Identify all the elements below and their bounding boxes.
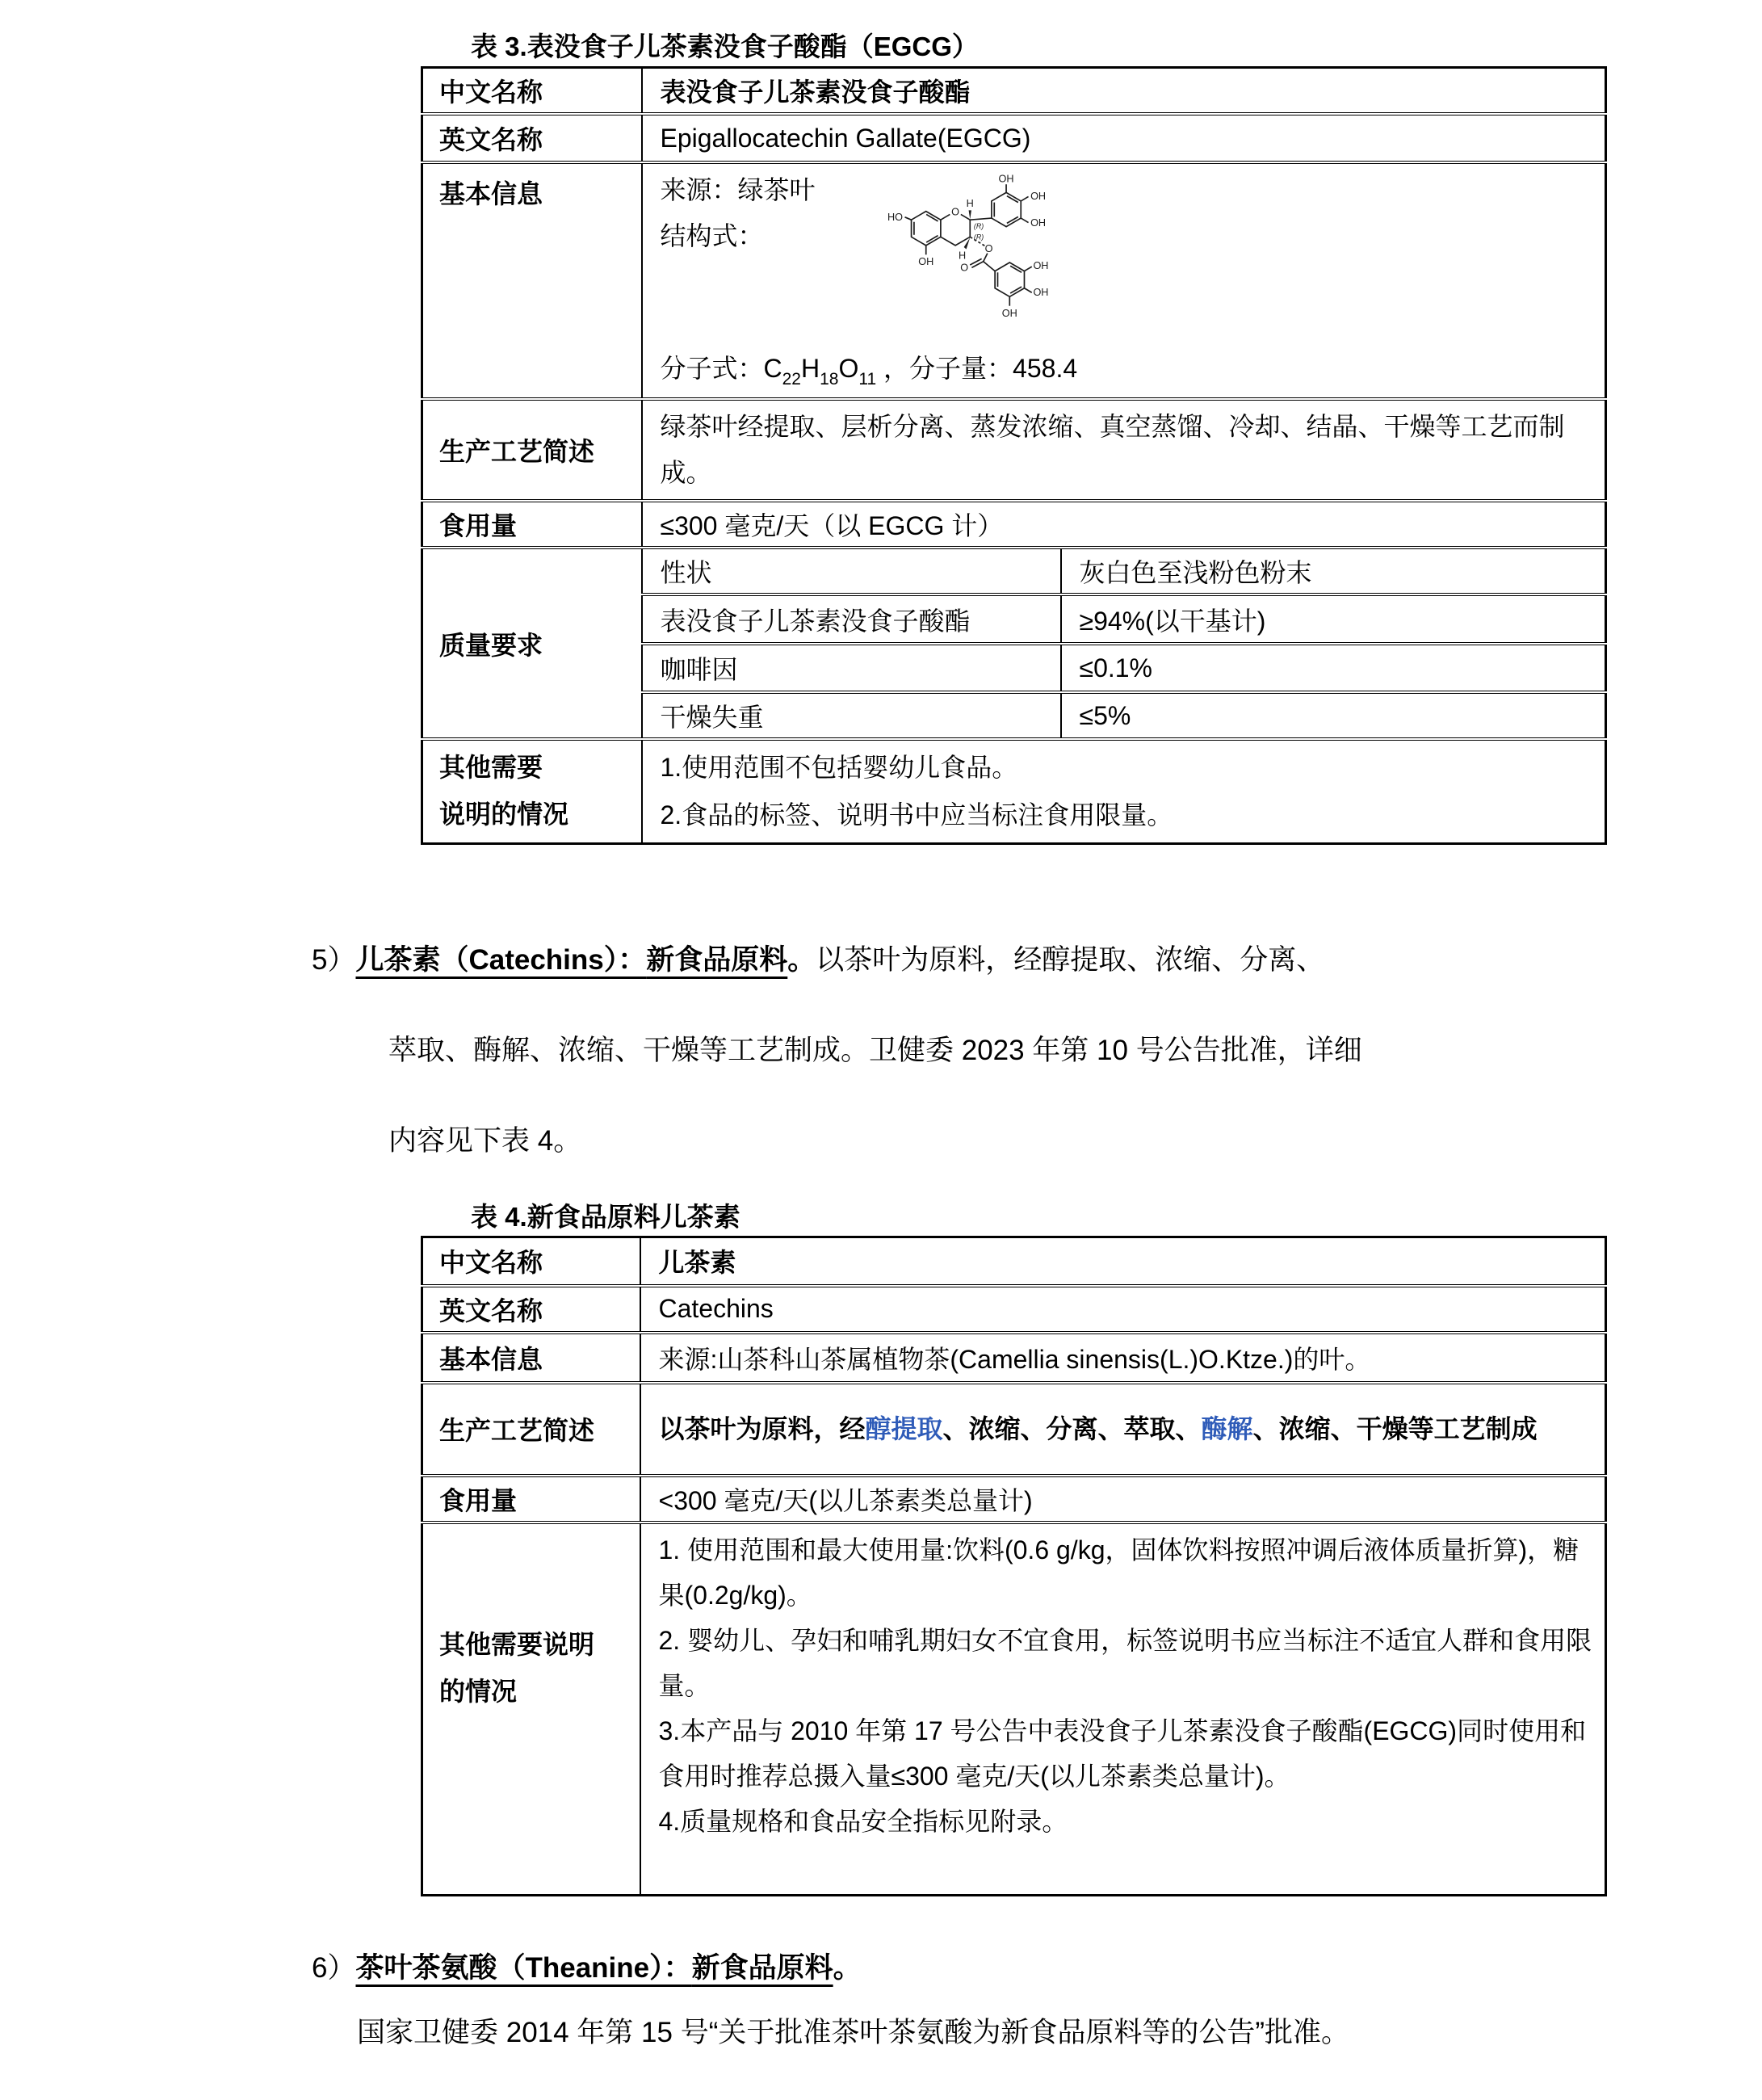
atom-label-oh: OH xyxy=(1030,216,1046,229)
t3-quality-label: 质量要求 xyxy=(422,548,642,739)
t3-intake-value: ≤300 毫克/天（以 EGCG 计） xyxy=(642,501,1606,548)
t4-intake-label: 食用量 xyxy=(422,1476,640,1522)
t4-other-item: 1. 使用范围和最大使用量:饮料(0.6 g/kg，固体饮料按照冲调后液体质量折算)，糖果(0.2g/kg)。 xyxy=(658,1535,1580,1610)
t3-intake-label: 食用量 xyxy=(422,501,642,548)
section-6-heading2: 新食品原料 xyxy=(691,1952,833,1984)
table-row xyxy=(422,1522,1606,1896)
t3-other-item: 1.使用范围不包括婴幼儿食品。 xyxy=(660,753,1018,782)
formula-h: H xyxy=(800,354,820,383)
t3-basic-value xyxy=(642,162,1606,399)
quality-name: 表没食子儿茶素没食子酸酯 xyxy=(642,594,1061,644)
section-5-heading: 儿茶素（Catechins）： xyxy=(355,944,647,976)
process-segment-highlight: 酶解 xyxy=(1201,1413,1253,1443)
table4-title: 表 4.新食品原料儿茶素 xyxy=(471,1202,740,1232)
t4-other-label-line2: 的情况 xyxy=(439,1676,518,1706)
quality-value: ≥94%(以干基计) xyxy=(1061,594,1606,644)
table-row xyxy=(422,399,1606,501)
t4-en-label: 英文名称 xyxy=(422,1286,640,1333)
table-row xyxy=(422,501,1606,548)
stereo-label-r: (R) xyxy=(973,233,984,242)
table-4-catechins xyxy=(421,1236,1607,1896)
section-5-heading2: 新食品原料 xyxy=(646,944,788,976)
egcg-structure-diagram xyxy=(885,172,1111,322)
structure-label: 结构式： xyxy=(660,221,764,250)
t3-other-value xyxy=(642,739,1606,844)
t3-cn-value: 表没食子儿茶素没食子酸酯 xyxy=(642,68,1606,115)
quality-value: ≤0.1% xyxy=(1061,644,1606,692)
quality-value: 灰白色至浅粉色粉末 xyxy=(1061,548,1606,594)
section-6-heading2-punct: 。 xyxy=(833,1952,862,1984)
section-5-line3: 内容见下表 4。 xyxy=(388,1125,582,1157)
t3-en-label: 英文名称 xyxy=(422,114,642,162)
atom-label-ho: HO xyxy=(887,212,903,224)
section-5-text: 以茶叶为原料，经醇提取、浓缩、分离、 xyxy=(816,944,1325,976)
formula-c: C xyxy=(763,354,782,383)
table-row xyxy=(422,1237,1606,1286)
formula-c-subscript: 22 xyxy=(782,370,801,388)
table3-title: 表 3.表没食子儿茶素没食子酸酯（EGCG） xyxy=(471,32,979,61)
process-segment-highlight: 醇提取 xyxy=(865,1413,943,1443)
table-row xyxy=(422,1383,1606,1476)
section-5-heading2-punct: 。 xyxy=(787,944,816,976)
atom-label-h: H xyxy=(958,250,966,262)
section-5-number: 5） xyxy=(312,944,356,976)
atom-label-oh: OH xyxy=(1032,287,1048,299)
section-5-line2: 萃取、酶解、浓缩、干燥等工艺制成。卫健委 2023 年第 10 号公告批准，详细 xyxy=(388,1035,1362,1066)
atom-labels xyxy=(887,174,1048,320)
t4-other-value xyxy=(640,1522,1606,1896)
atom-label-o: O xyxy=(984,242,992,254)
t4-other-item: 3.本产品与 2010 年第 17 号公告中表没食子儿茶素没食子酸酯(EGCG)同时使用和食用时推荐总摄入量≤300 毫克/天(以儿茶素类总量计)。 xyxy=(658,1716,1587,1791)
section-6-heading-line xyxy=(312,1948,862,1989)
source-line: 来源：绿茶叶 xyxy=(660,175,816,204)
section-5-line1 xyxy=(312,915,1362,1006)
t4-other-item: 2. 婴幼儿、孕妇和哺乳期妇女不宜食用，标签说明书应当标注不适宜人群和食用限量。 xyxy=(658,1625,1592,1700)
t3-process-label: 生产工艺简述 xyxy=(422,399,642,501)
formula-prefix: 分子式： xyxy=(660,354,764,383)
quality-name: 性状 xyxy=(642,548,1061,594)
t3-other-label-line2: 说明的情况 xyxy=(439,800,569,829)
t3-cn-label: 中文名称 xyxy=(439,78,543,107)
t4-process-value xyxy=(640,1383,1606,1476)
table-row xyxy=(422,548,1606,594)
t4-other-label-line1: 其他需要说明 xyxy=(439,1629,595,1659)
atom-label-h: H xyxy=(966,198,974,210)
t4-cn-label: 中文名称 xyxy=(439,1248,543,1278)
section-6-heading: 茶叶茶氨酸（Theanine）： xyxy=(355,1952,692,1984)
atom-label-oh: OH xyxy=(998,173,1014,185)
atom-label-oh: OH xyxy=(1032,260,1048,272)
table-row xyxy=(422,68,1606,115)
t3-en-value: Epigallocatechin Gallate(EGCG) xyxy=(642,114,1606,162)
t4-cn-value: 儿茶素 xyxy=(640,1237,1606,1286)
formula-o-subscript: 11 xyxy=(858,370,877,388)
table-row xyxy=(422,162,1606,399)
table-row xyxy=(422,739,1606,844)
quality-value: ≤5% xyxy=(1061,692,1606,739)
section-6-number: 6） xyxy=(312,1952,356,1984)
table-row xyxy=(422,1333,1606,1383)
quality-name: 咖啡因 xyxy=(642,644,1061,692)
t4-process-label: 生产工艺简述 xyxy=(422,1383,640,1476)
process-segment: 以茶叶为原料，经 xyxy=(658,1413,866,1443)
atom-label-o: O xyxy=(950,206,959,218)
atom-label-oh: OH xyxy=(1030,190,1046,202)
t3-other-item: 2.食品的标签、说明书中应当标注食用限量。 xyxy=(660,800,1173,830)
t3-basic-label: 基本信息 xyxy=(422,162,642,399)
formula-o: O xyxy=(838,354,859,383)
t4-other-item: 4.质量规格和食品安全指标见附录。 xyxy=(658,1806,1068,1836)
t4-other-label xyxy=(422,1522,640,1896)
atom-label-o: O xyxy=(959,262,968,274)
atom-label-oh: OH xyxy=(917,255,933,267)
table-3-egcg xyxy=(421,66,1607,845)
process-segment: 、浓缩、分离、萃取、 xyxy=(942,1413,1202,1443)
formula-suffix: ，分子量：458.4 xyxy=(876,354,1078,383)
t4-basic-value: 来源:山茶科山茶属植物茶(Camellia sinensis(L.)O.Ktze.)的叶。 xyxy=(640,1333,1606,1383)
t4-basic-label: 基本信息 xyxy=(422,1333,640,1383)
t3-process-value: 绿茶叶经提取、层析分离、蒸发浓缩、真空蒸馏、冷却、结晶、干燥等工艺而制成。 xyxy=(642,399,1606,501)
t3-other-label-line1: 其他需要 xyxy=(439,753,543,782)
t4-en-value: Catechins xyxy=(640,1286,1606,1333)
table-row xyxy=(422,1476,1606,1522)
t3-other-label xyxy=(422,739,642,844)
stereo-label-r: (R) xyxy=(973,222,984,231)
formula-h-subscript: 18 xyxy=(820,370,839,388)
atom-label-oh: OH xyxy=(1001,308,1017,320)
molecular-formula-line xyxy=(661,348,1078,389)
quality-name: 干燥失重 xyxy=(642,692,1061,739)
t4-intake-value: <300 毫克/天(以儿茶素类总量计) xyxy=(640,1476,1606,1522)
section-5-paragraph xyxy=(312,915,1362,1186)
section-6-paragraph: 国家卫健委 2014 年第 15 号“关于批准茶叶茶氨酸为新食品原料等的公告”批准。 xyxy=(357,2017,1350,2048)
process-segment: 、浓缩、干燥等工艺制成 xyxy=(1252,1413,1538,1443)
table-row xyxy=(422,114,1606,162)
table-row xyxy=(422,1286,1606,1333)
